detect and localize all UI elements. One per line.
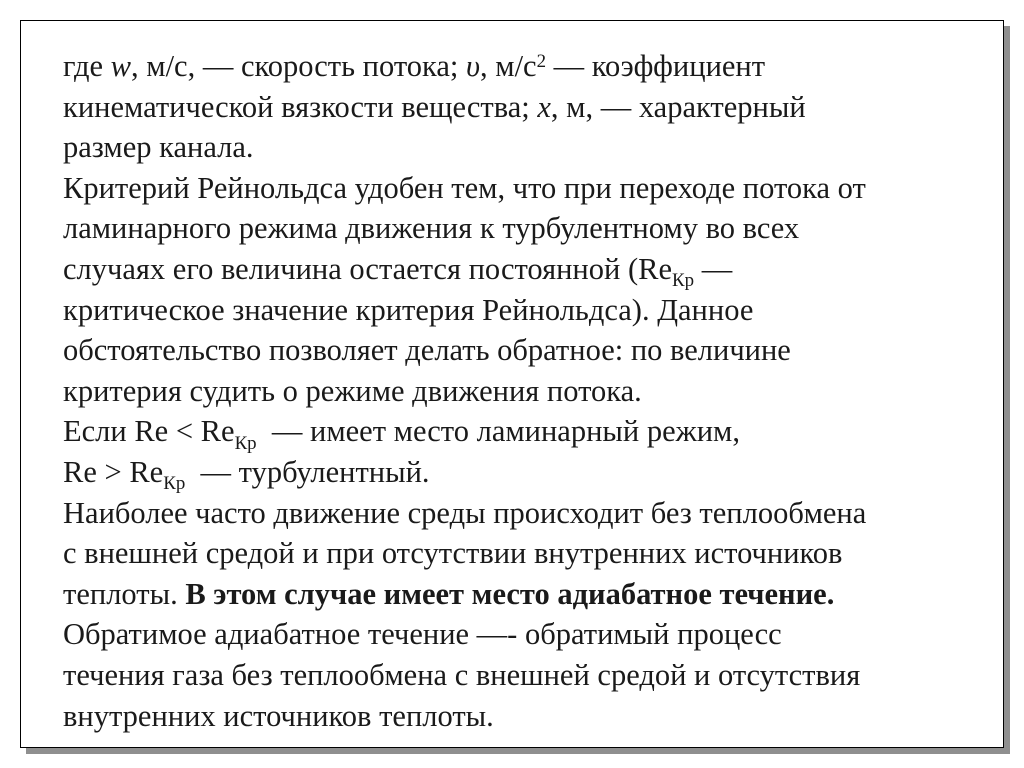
text-line-11: $Re > Re_{Кр}$ — турбулентный.: [63, 454, 430, 495]
text-line-4: Критерий Рейнольдса удобен тем, что при переходе потока от: [63, 170, 866, 205]
text-line-15: Обратимое адиабатное течение —- обратимый процесс: [63, 617, 782, 652]
text-line-8: обстоятельство позволяет делать обратное: по величине: [63, 333, 791, 368]
text-line-3: размер канала.: [63, 130, 254, 165]
text-line-6: случаях его величина остается постоянной ($Re_{Кр}$ —: [63, 251, 733, 292]
subscript-kr: Кр: [234, 432, 257, 454]
text-line-12: Наиболее часто движение среды происходит без теплообмена: [63, 495, 867, 530]
text-line-2: кинематической вязкости вещества; x, м, — характерный: [63, 89, 806, 124]
text-line-7: критическое значение критерия Рейнольдса). Данное: [63, 292, 754, 327]
subscript-kr: Кр: [672, 270, 695, 292]
text-line-13: с внешней средой и при отсутствии внутренних источников: [63, 536, 843, 571]
text-line-17: внутренних источников теплоты.: [63, 698, 494, 733]
text-line-9: критерия судить о режиме движения потока.: [63, 373, 642, 408]
text-line-10: Если $Re < Re_{Кр}$ — имеет место ламинарный режим,: [63, 414, 740, 454]
superscript-2: 2: [536, 50, 547, 72]
text-line-5: ламинарного режима движения к турбулентному во всех: [63, 211, 800, 246]
bold-statement: В этом случае имеет место адиабатное течение.: [185, 576, 835, 611]
slide-text: [63, 46, 983, 736]
symbol-x: x: [537, 89, 551, 124]
text-line-1: где w, м/с, — скорость потока; υ, $м/с^2$ — коэффициент: [63, 49, 766, 83]
symbol-w: w: [110, 49, 132, 83]
slide: [20, 20, 1004, 748]
subscript-kr: Кр: [163, 473, 186, 495]
text-line-14: теплоты. В этом случае имеет место адиабатное течение.: [63, 576, 835, 611]
text-line-16: течения газа без теплообмена с внешней средой и отсутствия: [63, 657, 861, 692]
symbol-nu: υ: [466, 49, 481, 83]
